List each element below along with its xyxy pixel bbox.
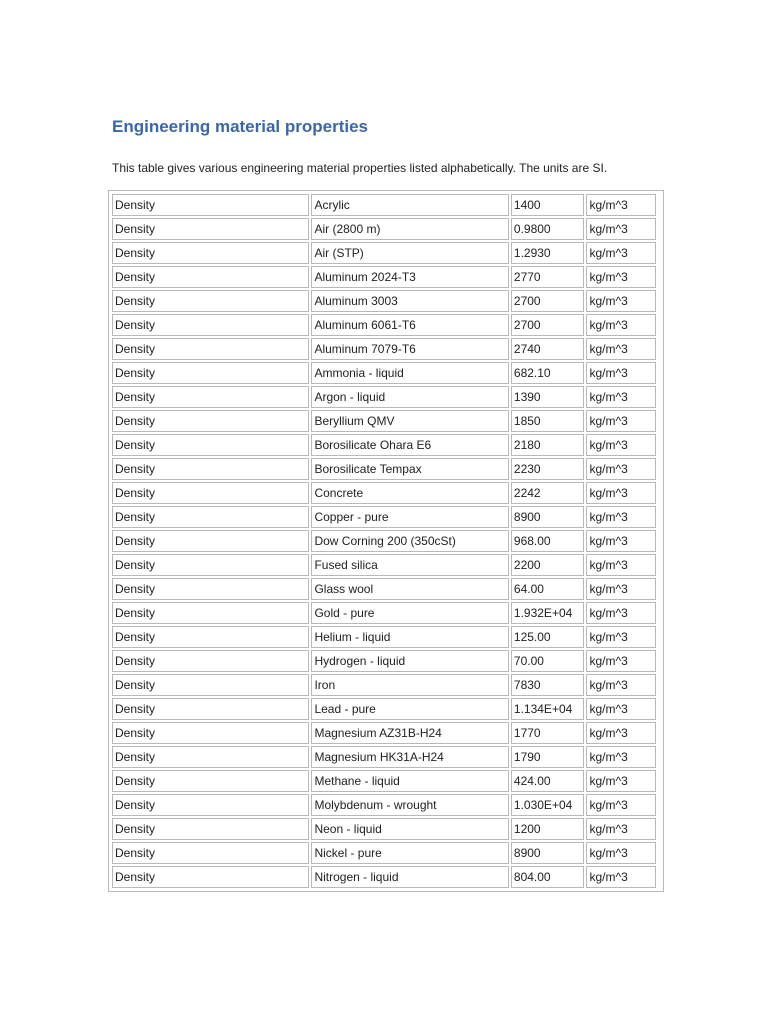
property-cell: Density — [112, 362, 309, 384]
property-cell: Density — [112, 242, 309, 264]
property-cell: Density — [112, 842, 309, 864]
material-cell: Aluminum 2024-T3 — [311, 266, 508, 288]
value-cell: 2230 — [511, 458, 585, 480]
unit-cell: kg/m^3 — [586, 866, 656, 888]
value-cell: 968.00 — [511, 530, 585, 552]
table-row — [112, 386, 656, 408]
value-cell: 2242 — [511, 482, 585, 504]
value-cell: 1.2930 — [511, 242, 585, 264]
value-cell: 1.030E+04 — [511, 794, 585, 816]
table-row — [112, 410, 656, 432]
value-cell: 2770 — [511, 266, 585, 288]
material-cell: Hydrogen - liquid — [311, 650, 508, 672]
unit-cell: kg/m^3 — [586, 194, 656, 216]
property-cell: Density — [112, 458, 309, 480]
unit-cell: kg/m^3 — [586, 314, 656, 336]
material-cell: Beryllium QMV — [311, 410, 508, 432]
property-cell: Density — [112, 410, 309, 432]
property-cell: Density — [112, 194, 309, 216]
property-cell: Density — [112, 530, 309, 552]
property-cell: Density — [112, 722, 309, 744]
value-cell: 125.00 — [511, 626, 585, 648]
unit-cell: kg/m^3 — [586, 290, 656, 312]
table-row — [112, 338, 656, 360]
material-cell: Borosilicate Tempax — [311, 458, 508, 480]
property-cell: Density — [112, 266, 309, 288]
material-cell: Air (2800 m) — [311, 218, 508, 240]
table-row — [112, 314, 656, 336]
value-cell: 682.10 — [511, 362, 585, 384]
table-row — [112, 218, 656, 240]
table-row — [112, 458, 656, 480]
material-cell: Dow Corning 200 (350cSt) — [311, 530, 508, 552]
properties-table-body — [112, 194, 656, 888]
unit-cell: kg/m^3 — [586, 746, 656, 768]
property-cell: Density — [112, 338, 309, 360]
unit-cell: kg/m^3 — [586, 410, 656, 432]
property-cell: Density — [112, 554, 309, 576]
unit-cell: kg/m^3 — [586, 842, 656, 864]
value-cell: 7830 — [511, 674, 585, 696]
material-cell: Air (STP) — [311, 242, 508, 264]
table-row — [112, 650, 656, 672]
value-cell: 804.00 — [511, 866, 585, 888]
material-cell: Concrete — [311, 482, 508, 504]
unit-cell: kg/m^3 — [586, 818, 656, 840]
material-cell: Methane - liquid — [311, 770, 508, 792]
material-cell: Neon - liquid — [311, 818, 508, 840]
table-row — [112, 794, 656, 816]
material-cell: Magnesium AZ31B-H24 — [311, 722, 508, 744]
table-row — [112, 554, 656, 576]
property-cell: Density — [112, 866, 309, 888]
table-row — [112, 362, 656, 384]
material-cell: Lead - pure — [311, 698, 508, 720]
material-cell: Iron — [311, 674, 508, 696]
table-row — [112, 434, 656, 456]
material-cell: Acrylic — [311, 194, 508, 216]
unit-cell: kg/m^3 — [586, 482, 656, 504]
table-row — [112, 866, 656, 888]
unit-cell: kg/m^3 — [586, 386, 656, 408]
table-row — [112, 818, 656, 840]
property-cell: Density — [112, 218, 309, 240]
table-row — [112, 194, 656, 216]
property-cell: Density — [112, 698, 309, 720]
page-title: Engineering material properties — [112, 117, 369, 136]
table-row — [112, 578, 656, 600]
value-cell: 1400 — [511, 194, 585, 216]
unit-cell: kg/m^3 — [586, 794, 656, 816]
property-cell: Density — [112, 746, 309, 768]
value-cell: 64.00 — [511, 578, 585, 600]
material-cell: Fused silica — [311, 554, 508, 576]
property-cell: Density — [112, 602, 309, 624]
value-cell: 2180 — [511, 434, 585, 456]
unit-cell: kg/m^3 — [586, 242, 656, 264]
property-cell: Density — [112, 482, 309, 504]
material-cell: Argon - liquid — [311, 386, 508, 408]
table-row — [112, 770, 656, 792]
property-cell: Density — [112, 386, 309, 408]
value-cell: 1770 — [511, 722, 585, 744]
material-cell: Magnesium HK31A-H24 — [311, 746, 508, 768]
value-cell: 1.932E+04 — [511, 602, 585, 624]
table-row — [112, 506, 656, 528]
property-cell: Density — [112, 818, 309, 840]
unit-cell: kg/m^3 — [586, 722, 656, 744]
properties-table-container — [108, 190, 664, 892]
unit-cell: kg/m^3 — [586, 338, 656, 360]
properties-table — [110, 192, 658, 890]
table-row — [112, 626, 656, 648]
unit-cell: kg/m^3 — [586, 626, 656, 648]
value-cell: 2740 — [511, 338, 585, 360]
property-cell: Density — [112, 578, 309, 600]
value-cell: 8900 — [511, 506, 585, 528]
property-cell: Density — [112, 674, 309, 696]
value-cell: 2700 — [511, 290, 585, 312]
material-cell: Copper - pure — [311, 506, 508, 528]
unit-cell: kg/m^3 — [586, 266, 656, 288]
unit-cell: kg/m^3 — [586, 362, 656, 384]
unit-cell: kg/m^3 — [586, 602, 656, 624]
table-row — [112, 842, 656, 864]
material-cell: Aluminum 6061-T6 — [311, 314, 508, 336]
unit-cell: kg/m^3 — [586, 434, 656, 456]
table-row — [112, 602, 656, 624]
unit-cell: kg/m^3 — [586, 578, 656, 600]
material-cell: Helium - liquid — [311, 626, 508, 648]
table-row — [112, 266, 656, 288]
value-cell: 2200 — [511, 554, 585, 576]
table-row — [112, 482, 656, 504]
property-cell: Density — [112, 434, 309, 456]
table-row — [112, 698, 656, 720]
material-cell: Aluminum 7079-T6 — [311, 338, 508, 360]
intro-paragraph: This table gives various engineering material properties listed alphabetically. The units are SI. — [112, 161, 608, 175]
unit-cell: kg/m^3 — [586, 506, 656, 528]
value-cell: 0.9800 — [511, 218, 585, 240]
property-cell: Density — [112, 290, 309, 312]
unit-cell: kg/m^3 — [586, 554, 656, 576]
value-cell: 1790 — [511, 746, 585, 768]
material-cell: Gold - pure — [311, 602, 508, 624]
property-cell: Density — [112, 626, 309, 648]
value-cell: 70.00 — [511, 650, 585, 672]
material-cell: Aluminum 3003 — [311, 290, 508, 312]
property-cell: Density — [112, 770, 309, 792]
table-row — [112, 746, 656, 768]
material-cell: Molybdenum - wrought — [311, 794, 508, 816]
document-header — [112, 116, 672, 176]
unit-cell: kg/m^3 — [586, 770, 656, 792]
table-row — [112, 242, 656, 264]
material-cell: Nitrogen - liquid — [311, 866, 508, 888]
property-cell: Density — [112, 314, 309, 336]
property-cell: Density — [112, 650, 309, 672]
material-cell: Ammonia - liquid — [311, 362, 508, 384]
table-row — [112, 290, 656, 312]
property-cell: Density — [112, 794, 309, 816]
material-cell: Glass wool — [311, 578, 508, 600]
material-cell: Nickel - pure — [311, 842, 508, 864]
unit-cell: kg/m^3 — [586, 218, 656, 240]
value-cell: 2700 — [511, 314, 585, 336]
unit-cell: kg/m^3 — [586, 698, 656, 720]
unit-cell: kg/m^3 — [586, 674, 656, 696]
value-cell: 1200 — [511, 818, 585, 840]
value-cell: 424.00 — [511, 770, 585, 792]
value-cell: 8900 — [511, 842, 585, 864]
value-cell: 1850 — [511, 410, 585, 432]
table-row — [112, 722, 656, 744]
value-cell: 1390 — [511, 386, 585, 408]
material-cell: Borosilicate Ohara E6 — [311, 434, 508, 456]
property-cell: Density — [112, 506, 309, 528]
unit-cell: kg/m^3 — [586, 530, 656, 552]
unit-cell: kg/m^3 — [586, 458, 656, 480]
value-cell: 1.134E+04 — [511, 698, 585, 720]
table-row — [112, 530, 656, 552]
table-row — [112, 674, 656, 696]
unit-cell: kg/m^3 — [586, 650, 656, 672]
